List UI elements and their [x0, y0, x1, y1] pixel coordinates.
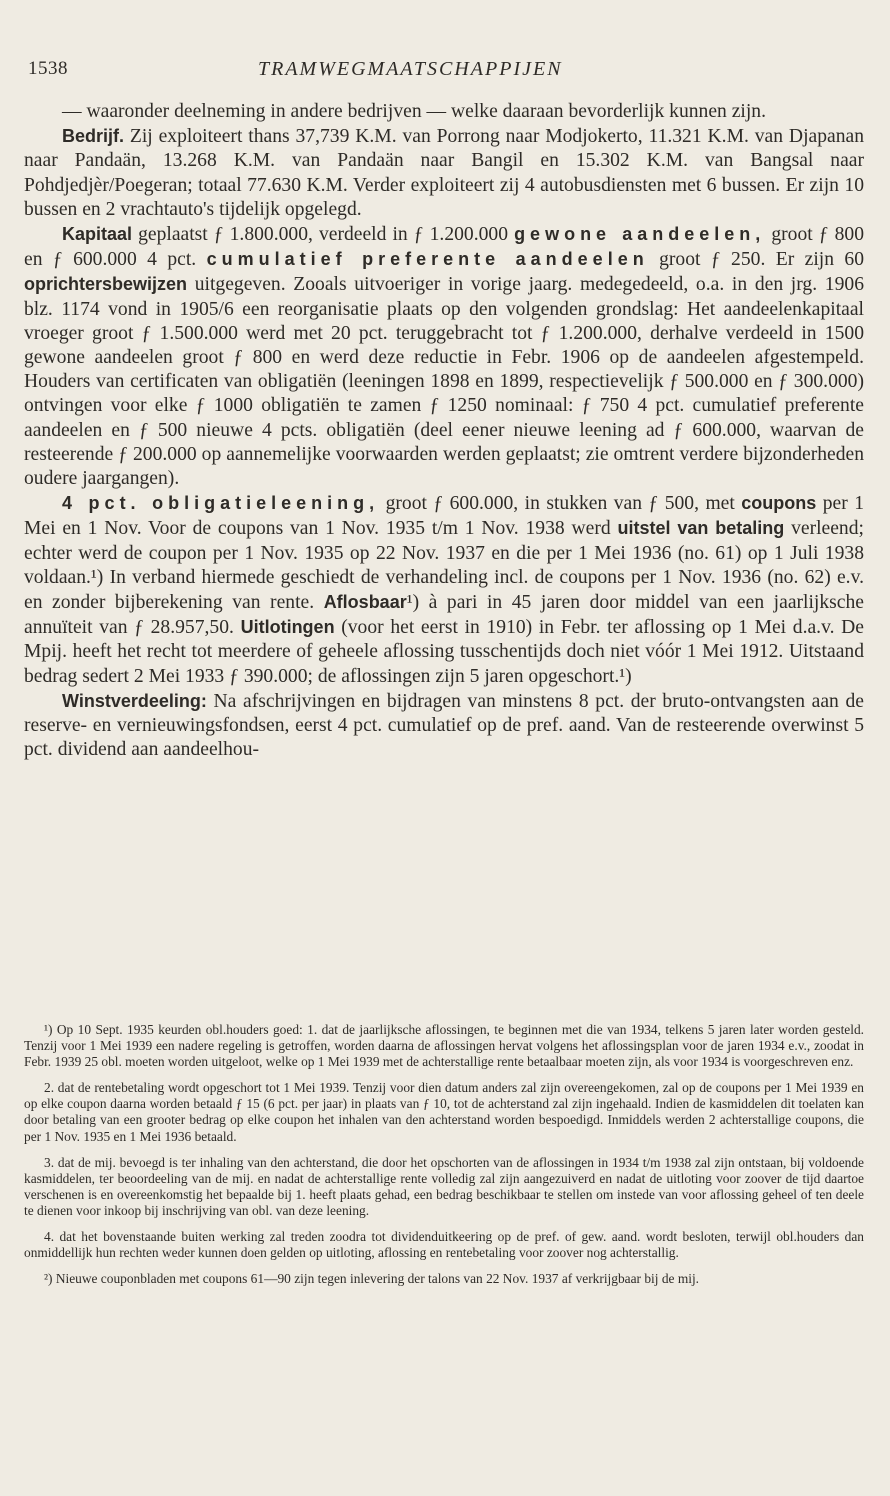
keyword-uitstel-van-betaling: uitstel van betaling	[617, 518, 785, 539]
footnote-1-item-3: 3. dat de mij. bevoegd is ter inhaling van den achterstand, die door het opschorten van de aflossingen in 1934 t/m 1938 zal zijn ontstaan, bij voldoende kasmiddelen, ter beoordeeling van de mij. en nadat de achterstallige rente volledig zal zijn aangezuiverd en nadat de uitloting voor zoover de tijd daartoe verschenen is en overeenkomstig het bepaalde bij 1. heeft plaats gehad, een bedrag beschikbaar te stellen om instede van voor aflossing geheel of ten deele te dienen voor inkoop bij inschrijving van obl. van deze leening.	[24, 1154, 864, 1218]
keyword-bedrijf: Bedrijf.	[62, 126, 125, 147]
page-header	[28, 58, 862, 88]
paragraph-bedrijf: Bedrijf. Zij exploiteert thans 37,739 K.M. van Porrong naar Modjokerto, 11.321 K.M. van Djapanan naar Pandaän, 13.268 K.M. van Pandaän naar Bangil en 15.302 K.M. van Bangsal naar Pohdjedjèr/Poegeran; totaal 77.630 K.M. Verder exploiteert zij 4 autobusdiensten met 6 bussen. Er zijn 10 bussen en 2 vrachtauto's tijdelijk opgelegd.	[24, 126, 864, 220]
keyword-winstverdeeling: Winstverdeeling:	[62, 690, 207, 711]
spaced-cumulatief-preferente: cumulatief preferente aandeelen	[206, 249, 649, 270]
keyword-uitlotingen: Uitlotingen	[240, 617, 335, 638]
footnote-1: ¹) Op 10 Sept. 1935 keurden obl.houders goed: 1. dat de jaarlijksche aflossingen, te beginnen met die van 1934, telkens 5 jaren later worden gesteld. Tenzij voor 1 Mei 1939 een nadere regeling is getroffen, worden daarna de aflossingen hervat volgens het aflossingsplan voor de jaren 1934 e.v., zoodat in Febr. 1939 25 obl. moeten worden uitgeloot, welke op 1 Mei 1939 met de achterstallige rente betaalbaar moeten zijn, als voor 1934 is voorgeschreven enz.	[24, 1022, 864, 1070]
paragraph-obligatieleening: 4 pct. obligatieleening, groot ƒ 600.000, in stukken van ƒ 500, met coupons per 1 Mei en 1 Nov. Voor de coupons van 1 Nov. 1935 t/m 1 Nov. 1938 werd uitstel van betaling verleend; echter werd de coupon per 1 Nov. 1935 op 22 Nov. 1937 en die per 1 Mei 1936 (no. 61) op 1 Juli 1938 voldaan.¹) In verband hiermede geschiedt de verhandeling incl. de coupons per 1 Nov. 1936 (no. 62) e.v. en zonder bijberekening van rente. Aflosbaar¹) à pari in 45 jaren door middel van een jaarlijksche annuïteit van ƒ 28.957,50. Uitlotingen (voor het eerst in 1910) in Febr. ter aflossing op 1 Mei d.a.v. De Mpij. heeft het recht tot meerdere of geheele aflossing tusschentijds doch niet vóór 1 Mei 1912. Uitstaand bedrag sedert 2 Mei 1933 ƒ 390.000; de aflossingen zijn 5 jaren opgeschort.¹)	[24, 493, 865, 687]
paragraph-winstverdeeling: Winstverdeeling: Na afschrijvingen en bijdragen van minstens 8 pct. der bruto-ontvangsten aan de reserve- en vernieuwingsfondsen, eerst 4 pct. cumulatief op de pref. aand. Van de resteerende overwinst 5 pct. dividend aan aandeelhou-	[24, 690, 864, 761]
spaced-gewone-aandeelen: gewone aandeelen,	[514, 224, 766, 245]
keyword-aflosbaar: Aflosbaar	[323, 592, 407, 613]
paragraph-kapitaal: Kapitaal geplaatst ƒ 1.800.000, verdeeld in ƒ 1.200.000 gewone aandeelen, groot ƒ 800 en ƒ 600.000 4 pct. cumulatief preferente aandeelen groot ƒ 250. Er zijn 60 oprichtersbewijzen uitgegeven. Zooals uitvoeriger in vorige jaarg. medegedeeld, o.a. in den jrg. 1906 blz. 1174 vond in 1905/6 een reorganisatie plaats op den volgenden grondslag: Het aandeelenkapitaal vroeger groot ƒ 1.500.000 werd met 20 pct. teruggebracht tot ƒ 1.200.000, derhalve verdeeld in 1500 gewone aandeelen groot ƒ 800 en werd deze reductie in Febr. 1906 op de aandeelen afgestempeld. Houders van certificaten van obligatiën (leeningen 1898 en 1899, respectievelijk ƒ 500.000 en ƒ 300.000) ontvingen voor elke ƒ 1000 obligatiën te zamen ƒ 1250 nominaal: ƒ 750 4 pct. cumulatief preferente aandeelen en ƒ 500 nieuwe 4 pcts. obligatiën (deel eener nieuwe leening ad ƒ 600.000, waarvan de resteerende ƒ 200.000 op aannemelijke voorwaarden werden geplaatst; zie omtrent verdere bijzonderheden oudere jaargangen).	[24, 224, 865, 490]
keyword-oprichtersbewijzen: oprichtersbewijzen	[24, 274, 188, 295]
running-title: TRAMWEGMAATSCHAPPIJEN	[258, 58, 563, 80]
page-number: 1538	[28, 58, 68, 79]
spaced-obligatieleening: 4 pct. obligatieleening,	[62, 493, 380, 514]
footnote-1-item-4: 4. dat het bovenstaande buiten werking zal treden zoodra tot dividenduitkeering op de pref. of gew. aand. wordt besloten, terwijl obl.houders dan onmiddellijk hun rechten weder kunnen doen gelden op uitloting, aflossing en rentebetaling voor zoover nog achterstallig.	[24, 1229, 864, 1261]
footnote-2: ²) Nieuwe couponbladen met coupons 61—90 zijn tegen inlevering der talons van 22 Nov. 1937 af verkrijgbaar bij de mij.	[44, 1271, 700, 1287]
body-text	[24, 100, 864, 762]
footnote-1-item-2: 2. dat de rentebetaling wordt opgeschort tot 1 Mei 1939. Tenzij voor dien datum anders zal zijn overeengekomen, zal op de coupons per 1 Mei 1939 en op elke coupon daarna worden betaald ƒ 15 (6 pct. per jaar) in plaats van ƒ 10, tot de achterstand zal zijn ingehaald. Indien de kasmiddelen dit toelaten kan door betaling van een grooter bedrag op elke coupon het inhalen van den achterstand worden bespoedigd. Inmiddels werden 2 achterstallige coupons, die per 1 Nov. 1935 en 1 Mei 1936 betaald.	[24, 1080, 864, 1144]
keyword-coupons: coupons	[741, 493, 817, 514]
keyword-kapitaal: Kapitaal	[62, 224, 133, 245]
footnotes	[24, 1022, 864, 1297]
paragraph-intro: — waaronder deelneming in andere bedrijven — welke daaraan bevorderlijk kunnen zijn.	[62, 101, 767, 122]
